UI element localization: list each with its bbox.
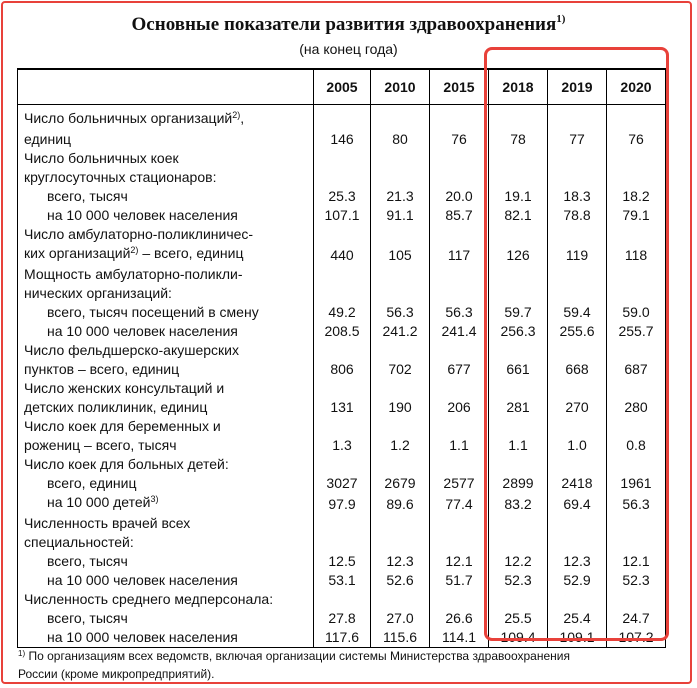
value-cell-2018 [489, 379, 548, 398]
row-label [18, 322, 314, 341]
row-label-text: всего, единиц [47, 475, 137, 491]
value-cell-2020 [607, 533, 666, 552]
value-cell-2018: 1.1 [489, 436, 548, 455]
value-cell-2005 [314, 514, 371, 533]
value-cell-2020 [607, 225, 666, 244]
indicators-table [17, 68, 666, 648]
value-cell-2010: 190 [371, 398, 430, 417]
value-cell-2015: 26.6 [430, 609, 489, 628]
footnote-marker: 2) [130, 245, 139, 255]
value-cell-2018 [489, 514, 548, 533]
row-label [18, 130, 314, 149]
value-cell-2020 [607, 455, 666, 474]
value-cell-2005: 806 [314, 360, 371, 379]
row-label [18, 493, 314, 514]
value-cell-2010 [371, 225, 430, 244]
value-cell-2015: 20.0 [430, 187, 489, 206]
value-cell-2019 [548, 341, 607, 360]
table-row [18, 455, 666, 474]
value-cell-2010: 1.2 [371, 436, 430, 455]
value-cell-2005 [314, 417, 371, 436]
value-cell-2005 [314, 590, 371, 609]
value-cell-2005 [314, 149, 371, 168]
row-label-text: Число женских консультаций и [24, 380, 225, 396]
value-cell-2010 [371, 284, 430, 303]
row-label-text: Численность врачей всех [24, 515, 191, 531]
value-cell-2015: 12.1 [430, 552, 489, 571]
footnote-line1: По организациям всех ведомств, включая организации системы Министерства здравоохранения [28, 649, 570, 663]
value-cell-2005: 27.8 [314, 609, 371, 628]
value-cell-2018: 281 [489, 398, 548, 417]
value-cell-2005: 146 [314, 130, 371, 149]
value-cell-2005 [314, 455, 371, 474]
table-row [18, 493, 666, 514]
table-row [18, 206, 666, 225]
value-cell-2010 [371, 514, 430, 533]
row-label-text: круглосуточных стационаров: [24, 169, 217, 185]
table-row [18, 265, 666, 284]
value-cell-2015: 56.3 [430, 303, 489, 322]
row-label-text: единиц [24, 131, 72, 147]
value-cell-2019: 668 [548, 360, 607, 379]
value-cell-2019: 18.3 [548, 187, 607, 206]
table-row [18, 109, 666, 130]
value-cell-2020: 76 [607, 130, 666, 149]
footnote-line2: России (кроме микропредприятий). [18, 667, 215, 681]
value-cell-2019 [548, 533, 607, 552]
value-cell-2018 [489, 265, 548, 284]
value-cell-2019 [548, 514, 607, 533]
row-label [18, 109, 314, 130]
value-cell-2010: 105 [371, 244, 430, 265]
row-label-text: всего, тысяч [47, 188, 128, 204]
value-cell-2010: 702 [371, 360, 430, 379]
table-row [18, 284, 666, 303]
value-cell-2019: 1.0 [548, 436, 607, 455]
value-cell-2020: 1961 [607, 474, 666, 493]
value-cell-2018 [489, 533, 548, 552]
row-label [18, 533, 314, 552]
row-label [18, 436, 314, 455]
value-cell-2015 [430, 341, 489, 360]
value-cell-2018: 59.7 [489, 303, 548, 322]
value-cell-2010: 89.6 [371, 493, 430, 514]
value-cell-2019: 119 [548, 244, 607, 265]
value-cell-2010 [371, 109, 430, 130]
value-cell-2020 [607, 590, 666, 609]
value-cell-2005 [314, 341, 371, 360]
value-cell-2018: 78 [489, 130, 548, 149]
value-cell-2005 [314, 109, 371, 130]
value-cell-2005 [314, 225, 371, 244]
value-cell-2010 [371, 417, 430, 436]
row-label [18, 341, 314, 360]
value-cell-2015: 206 [430, 398, 489, 417]
header-label-cell [18, 69, 314, 105]
footnote-marker: 3) [150, 494, 159, 504]
value-cell-2015 [430, 109, 489, 130]
table-row [18, 590, 666, 609]
page-title: Основные показатели развития здравоохранения$^{1)}$ [131, 13, 566, 35]
value-cell-2005 [314, 379, 371, 398]
value-cell-2020 [607, 514, 666, 533]
value-cell-2015 [430, 265, 489, 284]
table-row [18, 303, 666, 322]
table-row [18, 436, 666, 455]
value-cell-2020: 79.1 [607, 206, 666, 225]
row-label-text: Число коек для беременных и [24, 418, 221, 434]
value-cell-2015 [430, 168, 489, 187]
table-row [18, 628, 666, 648]
value-cell-2019: 255.6 [548, 322, 607, 341]
row-label [18, 609, 314, 628]
table-row [18, 552, 666, 571]
page-subtitle: (на конец года) [299, 41, 398, 57]
value-cell-2019: 109.1 [548, 628, 607, 648]
value-cell-2015 [430, 149, 489, 168]
value-cell-2020: 59.0 [607, 303, 666, 322]
row-label [18, 149, 314, 168]
value-cell-2018 [489, 590, 548, 609]
value-cell-2018 [489, 168, 548, 187]
table-row [18, 609, 666, 628]
row-label-text: на 10 000 детей [47, 494, 151, 510]
value-cell-2019 [548, 284, 607, 303]
value-cell-2020: 52.3 [607, 571, 666, 590]
value-cell-2020: 280 [607, 398, 666, 417]
value-cell-2015 [430, 533, 489, 552]
value-cell-2005: 12.5 [314, 552, 371, 571]
value-cell-2010: 27.0 [371, 609, 430, 628]
row-label [18, 360, 314, 379]
table-row [18, 474, 666, 493]
row-label [18, 590, 314, 609]
value-cell-2015: 241.4 [430, 322, 489, 341]
value-cell-2019 [548, 149, 607, 168]
value-cell-2015 [430, 284, 489, 303]
row-label [18, 284, 314, 303]
value-cell-2010 [371, 379, 430, 398]
value-cell-2010: 52.6 [371, 571, 430, 590]
value-cell-2019 [548, 265, 607, 284]
value-cell-2018: 126 [489, 244, 548, 265]
value-cell-2019 [548, 455, 607, 474]
row-label-text: детских поликлиник, единиц [24, 399, 208, 415]
value-cell-2019: 12.3 [548, 552, 607, 571]
value-cell-2018: 25.5 [489, 609, 548, 628]
value-cell-2020: 687 [607, 360, 666, 379]
table-row [18, 398, 666, 417]
row-label-text: специальностей: [24, 534, 134, 550]
value-cell-2019 [548, 417, 607, 436]
value-cell-2010 [371, 455, 430, 474]
table-row [18, 225, 666, 244]
value-cell-2018 [489, 149, 548, 168]
value-cell-2019: 25.4 [548, 609, 607, 628]
value-cell-2005: 208.5 [314, 322, 371, 341]
value-cell-2005 [314, 168, 371, 187]
value-cell-2018: 109.4 [489, 628, 548, 648]
row-label [18, 187, 314, 206]
value-cell-2005: 3027 [314, 474, 371, 493]
row-label-text: нических организаций: [24, 285, 172, 301]
value-cell-2019 [548, 225, 607, 244]
value-cell-2005: 1.3 [314, 436, 371, 455]
value-cell-2020 [607, 168, 666, 187]
value-cell-2020: 118 [607, 244, 666, 265]
value-cell-2020: 24.7 [607, 609, 666, 628]
value-cell-2015: 76 [430, 130, 489, 149]
value-cell-2010: 115.6 [371, 628, 430, 648]
value-cell-2005: 117.6 [314, 628, 371, 648]
value-cell-2020 [607, 379, 666, 398]
table-row [18, 322, 666, 341]
value-cell-2018: 12.2 [489, 552, 548, 571]
value-cell-2005 [314, 265, 371, 284]
value-cell-2019: 69.4 [548, 493, 607, 514]
row-label [18, 303, 314, 322]
row-label [18, 552, 314, 571]
value-cell-2010 [371, 265, 430, 284]
row-label [18, 206, 314, 225]
value-cell-2020 [607, 417, 666, 436]
table-row [18, 244, 666, 265]
value-cell-2018: 82.1 [489, 206, 548, 225]
header-year-2018: 2018 [489, 69, 548, 105]
row-label [18, 168, 314, 187]
row-label-text: Численность среднего медперсонала: [24, 591, 274, 607]
row-label [18, 244, 314, 265]
value-cell-2020: 107.2 [607, 628, 666, 648]
value-cell-2018: 661 [489, 360, 548, 379]
value-cell-2005: 25.3 [314, 187, 371, 206]
row-label [18, 398, 314, 417]
value-cell-2015: 117 [430, 244, 489, 265]
row-label [18, 474, 314, 493]
table-row [18, 360, 666, 379]
value-cell-2015 [430, 225, 489, 244]
row-label-text: на 10 000 человек населения [47, 629, 238, 645]
table-row [18, 417, 666, 436]
value-cell-2010 [371, 149, 430, 168]
header-row [18, 69, 666, 105]
value-cell-2005: 97.9 [314, 493, 371, 514]
table-row [18, 130, 666, 149]
table-row [18, 149, 666, 168]
value-cell-2020 [607, 284, 666, 303]
value-cell-2020: 12.1 [607, 552, 666, 571]
value-cell-2010: 12.3 [371, 552, 430, 571]
value-cell-2005 [314, 533, 371, 552]
table-row [18, 533, 666, 552]
value-cell-2020 [607, 265, 666, 284]
value-cell-2010 [371, 168, 430, 187]
value-cell-2015 [430, 590, 489, 609]
row-label-text: ких организаций [24, 245, 131, 261]
value-cell-2005 [314, 284, 371, 303]
row-label [18, 514, 314, 533]
value-cell-2019 [548, 109, 607, 130]
value-cell-2005: 53.1 [314, 571, 371, 590]
value-cell-2015 [430, 379, 489, 398]
value-cell-2018 [489, 109, 548, 130]
row-label [18, 379, 314, 398]
value-cell-2020 [607, 109, 666, 130]
value-cell-2010 [371, 341, 430, 360]
value-cell-2019: 52.9 [548, 571, 607, 590]
value-cell-2019: 270 [548, 398, 607, 417]
value-cell-2019: 2418 [548, 474, 607, 493]
value-cell-2005: 440 [314, 244, 371, 265]
row-label-text: рожениц – всего, тысяч [24, 437, 177, 453]
value-cell-2015 [430, 417, 489, 436]
value-cell-2019 [548, 168, 607, 187]
value-cell-2015: 85.7 [430, 206, 489, 225]
header-year-2015: 2015 [430, 69, 489, 105]
value-cell-2020: 18.2 [607, 187, 666, 206]
value-cell-2010: 2679 [371, 474, 430, 493]
table-row [18, 168, 666, 187]
value-cell-2020 [607, 341, 666, 360]
row-label-text: Число больничных организаций [24, 110, 233, 126]
value-cell-2019 [548, 379, 607, 398]
row-label-suffix: , [240, 110, 245, 126]
value-cell-2020: 56.3 [607, 493, 666, 514]
header-year-2010: 2010 [371, 69, 430, 105]
row-label-text: на 10 000 человек населения [47, 323, 238, 339]
value-cell-2010 [371, 590, 430, 609]
value-cell-2005: 131 [314, 398, 371, 417]
value-cell-2020: 0.8 [607, 436, 666, 455]
value-cell-2019: 78.8 [548, 206, 607, 225]
row-label-text: Число фельдшерско-акушерских [24, 342, 239, 358]
value-cell-2018: 52.3 [489, 571, 548, 590]
row-label-text: на 10 000 человек населения [47, 572, 238, 588]
value-cell-2018: 2899 [489, 474, 548, 493]
value-cell-2020 [607, 149, 666, 168]
value-cell-2018 [489, 417, 548, 436]
value-cell-2018 [489, 341, 548, 360]
row-label [18, 571, 314, 590]
value-cell-2018: 19.1 [489, 187, 548, 206]
value-cell-2015 [430, 514, 489, 533]
row-label [18, 455, 314, 474]
value-cell-2019: 77 [548, 130, 607, 149]
value-cell-2015 [430, 455, 489, 474]
value-cell-2018 [489, 225, 548, 244]
value-cell-2015: 51.7 [430, 571, 489, 590]
value-cell-2018: 83.2 [489, 493, 548, 514]
value-cell-2010: 21.3 [371, 187, 430, 206]
value-cell-2018 [489, 284, 548, 303]
row-label [18, 417, 314, 436]
table-row [18, 571, 666, 590]
row-label-text: Число коек для больных детей: [24, 456, 229, 472]
value-cell-2010: 56.3 [371, 303, 430, 322]
row-label-text: Число больничных коек [24, 150, 179, 166]
row-label-text: всего, тысяч посещений в смену [47, 304, 259, 320]
value-cell-2015: 677 [430, 360, 489, 379]
footnote-marker: 2) [232, 110, 241, 120]
value-cell-2019 [548, 590, 607, 609]
value-cell-2018 [489, 455, 548, 474]
row-label-text: всего, тысяч [47, 553, 128, 569]
value-cell-2005: 107.1 [314, 206, 371, 225]
value-cell-2010: 80 [371, 130, 430, 149]
row-label-suffix: – всего, единиц [138, 245, 244, 261]
row-label-text: Число амбулаторно-поликлиничес- [24, 226, 254, 242]
value-cell-2015: 114.1 [430, 628, 489, 648]
table-row [18, 187, 666, 206]
row-label-text: Мощность амбулаторно-поликли- [24, 266, 243, 282]
header-year-2020: 2020 [607, 69, 666, 105]
row-label-text: всего, тысяч [47, 610, 128, 626]
value-cell-2010 [371, 533, 430, 552]
value-cell-2005: 49.2 [314, 303, 371, 322]
row-label [18, 225, 314, 244]
header-year-2019: 2019 [548, 69, 607, 105]
value-cell-2010: 91.1 [371, 206, 430, 225]
row-label [18, 628, 314, 648]
value-cell-2015: 2577 [430, 474, 489, 493]
row-label-text: пунктов – всего, единиц [24, 361, 180, 377]
value-cell-2018: 256.3 [489, 322, 548, 341]
table-row [18, 379, 666, 398]
value-cell-2019: 59.4 [548, 303, 607, 322]
footnote: $^{1)}$ По организациям всех ведомств, включая организации системы Министерства здравоохранения России (кроме микропредприятий). [18, 648, 668, 682]
table-row [18, 341, 666, 360]
row-label [18, 265, 314, 284]
value-cell-2010: 241.2 [371, 322, 430, 341]
value-cell-2015: 77.4 [430, 493, 489, 514]
value-cell-2015: 1.1 [430, 436, 489, 455]
table-row [18, 514, 666, 533]
header-year-2005: 2005 [314, 69, 371, 105]
value-cell-2020: 255.7 [607, 322, 666, 341]
row-label-text: на 10 000 человек населения [47, 207, 238, 223]
